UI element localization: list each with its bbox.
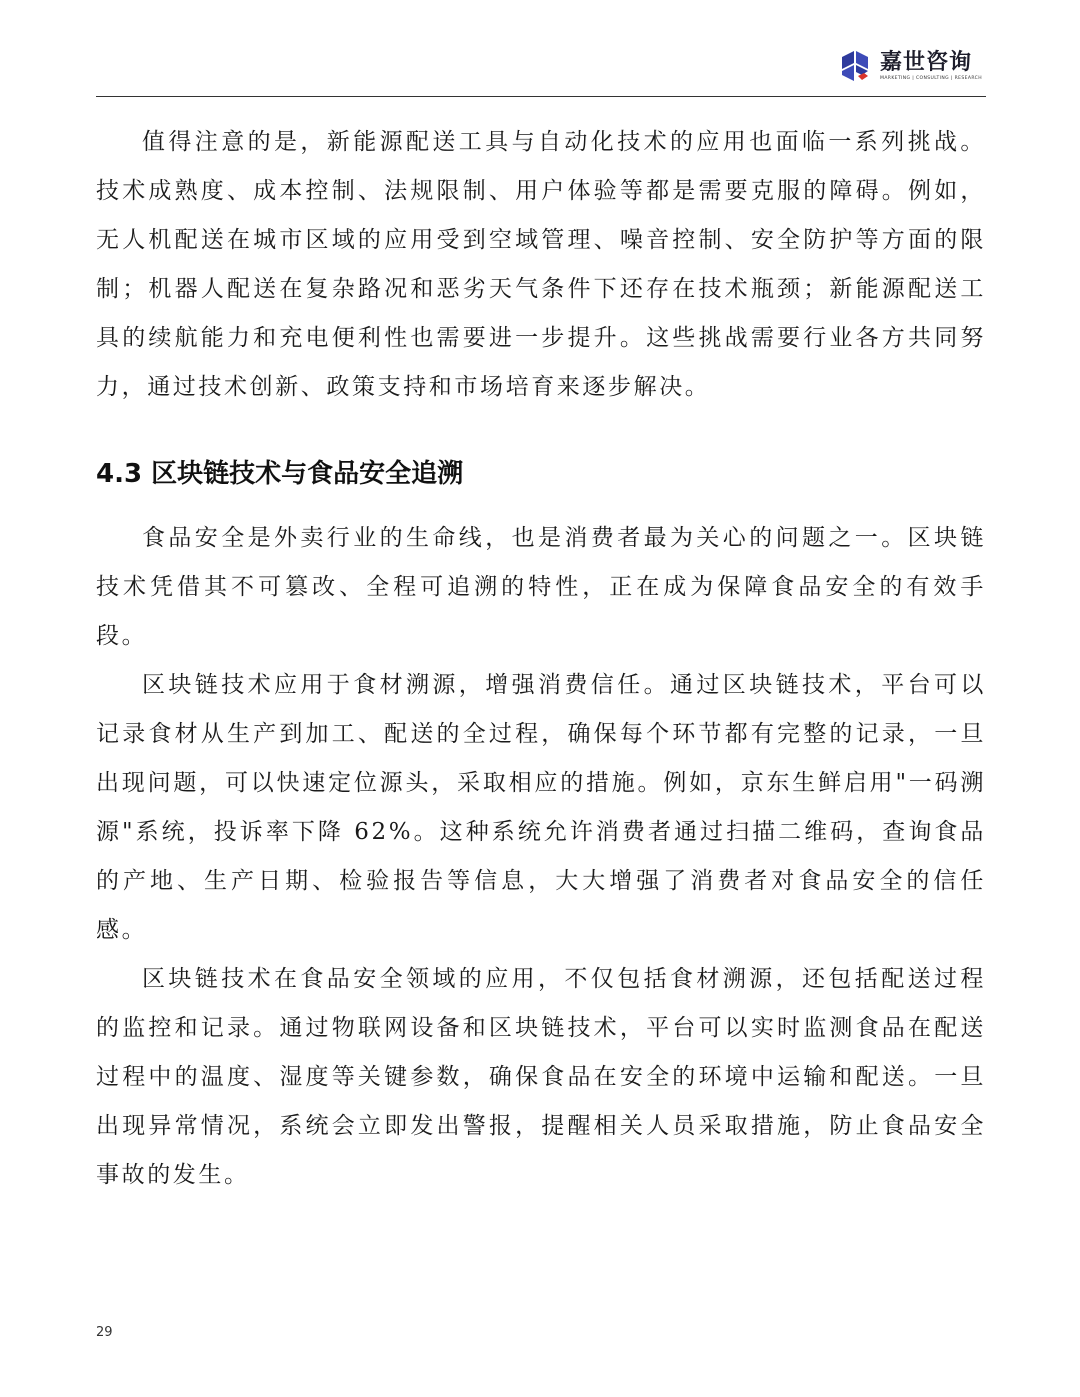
logo-subtitle: MARKETING | CONSULTING | RESEARCH bbox=[880, 75, 982, 81]
document-body bbox=[96, 118, 986, 1200]
logo-name: 嘉世咨询 bbox=[880, 49, 973, 75]
body-paragraph: 区块链技术应用于食材溯源，增强消费信任。通过区块链技术，平台可以记录食材从生产到加工、配送的全过程，确保每个环节都有完整的记录，一旦出现问题，可以快速定位源头，采取相应的措施。例如，京东生鲜启用"一码溯源"系统，投诉率下降 62%。这种系统允许消费者通过扫描二维码，查询食品的产地、生产日期、检验报告等信息，大大增强了消费者对食品安全的信任感。 bbox=[96, 672, 986, 943]
section-heading: 4.3 区块链技术与食品安全追溯 bbox=[96, 459, 464, 489]
body-paragraph: 区块链技术在食品安全领域的应用，不仅包括食材溯源，还包括配送过程的监控和记录。通过物联网设备和区块链技术，平台可以实时监测食品在配送过程中的温度、湿度等关键参数，确保食品在安全的环境中运输和配送。一旦出现异常情况，系统会立即发出警报，提醒相关人员采取措施，防止食品安全事故的发生。 bbox=[96, 966, 986, 1188]
jiashi-logo-icon bbox=[838, 49, 872, 83]
page-number: 29 bbox=[96, 1325, 113, 1340]
page-header bbox=[96, 40, 986, 97]
body-paragraph: 食品安全是外卖行业的生命线，也是消费者最为关心的问题之一。区块链技术凭借其不可篡改、全程可追溯的特性，正在成为保障食品安全的有效手段。 bbox=[96, 525, 986, 649]
brand-logo bbox=[838, 46, 982, 86]
body-paragraph: 值得注意的是，新能源配送工具与自动化技术的应用也面临一系列挑战。技术成熟度、成本控制、法规限制、用户体验等都是需要克服的障碍。例如，无人机配送在城市区域的应用受到空域管理、噪音控制、安全防护等方面的限制；机器人配送在复杂路况和恶劣天气条件下还存在技术瓶颈；新能源配送工具的续航能力和充电便利性也需要进一步提升。这些挑战需要行业各方共同努力，通过技术创新、政策支持和市场培育来逐步解决。 bbox=[96, 129, 986, 400]
